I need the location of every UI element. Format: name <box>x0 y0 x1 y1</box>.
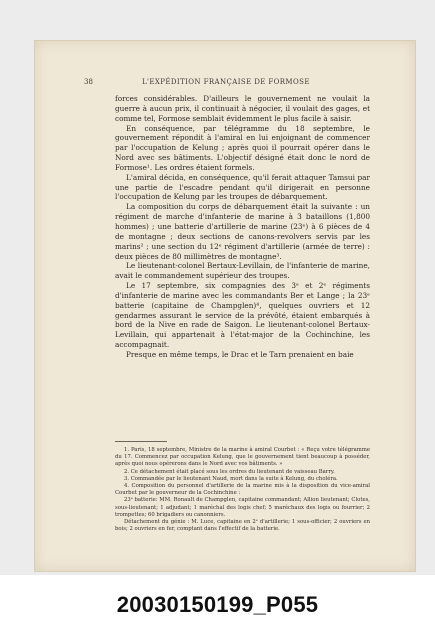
paragraph: La composition du corps de débarquement était la suivante : un régiment de marche d'infanterie de marine à 3 bataillons (1,800 hommes) ; une batterie d'artillerie de marine (23ᵉ) à 6 pièces de 4 de montagne ; deux sections de canons-revolvers servis par les marins² ; une section du 12ᵉ régiment d'artillerie (armée de terre) : deux pièces de 80 millimètres de montagne³. <box>115 202 370 261</box>
footnote-rule <box>115 441 167 442</box>
paragraph: Le 17 septembre, six compagnies des 3ᵉ et 2ᵉ régiments d'infanterie de marine avec les commandants Ber et Lange ; la 23ᵉ batterie (capitaine de Champglen)⁴, quelques ouvriers et 12 gendarmes assurant le service de la prévôté, étaient embarqués à bord de la Nive en rade de Saigon. Le lieutenant-colonel Bertaux-Levillain, qui appartenait à l'état-major de la Cochinchine, les accompagnait. <box>115 281 370 350</box>
footnote: 1. Paris, 18 septembre, Ministre de la marine à amiral Courbet : « Reçu votre télégramme du 17. Commencez par occupation Kelung, que le gouvernement tient beaucoup à posséder, après quoi nous opérerons dans le Nord avec vos bâtiments. » <box>115 447 370 468</box>
paragraph: En conséquence, par télégramme du 18 septembre, le gouvernement répondit à l'amiral en lui enjoignant de commencer par l'occupation de Kelung ; après quoi il pourrait opérer dans le Nord avec ses bâtiments. L'objectif désigné était donc le nord de Formose¹. Les ordres étaient formels. <box>115 123 370 172</box>
paragraph: forces considérables. D'ailleurs le gouvernement ne voulait la guerre à aucun prix, il continuait à négocier, il voulait des gages, et comme tel, Formose semblait évidemment le plus facile à saisir. <box>115 94 370 123</box>
page-number: 38 <box>84 78 93 86</box>
footnotes <box>115 447 370 533</box>
paragraph: Le lieutenant-colonel Bertaux-Levillain, de l'infanterie de marine, avait le commandement supérieur des troupes. <box>115 261 370 281</box>
footnote: 23ᵉ batterie: MM. Ronault de Champglen, capitaine commandant; Allion lieutenant; Clotes, sous-lieutenant; 1 adjudant; 1 maréchal des logis chef; 5 maréchaux des logis ou fourrier; 2 trompettes; 60 brigadiers ou canonniers. <box>115 497 370 518</box>
footnote: 3. Commandée par le lieutenant Naud, mort dans la suite à Kelung, du choléra. <box>124 475 338 482</box>
footnote: Détachement du génie : M. Luce, capitaine en 2ᵉ d'artillerie; 1 sous-officier; 2 ouvriers en bois; 2 ouvriers en fer, comptant dans l'effectif de la batterie. <box>115 519 370 533</box>
footnote: 2. Ce détachement était placé sous les ordres du lieutenant de vaisseau Barry. <box>124 468 335 475</box>
paragraph: L'amiral décida, en conséquence, qu'il ferait attaquer Tamsui par une partie de l'escadre pendant qu'il dirigerait en personne l'occupation de Kelung par les troupes de débarquement. <box>115 172 370 202</box>
body-text <box>115 94 370 360</box>
paragraph: Presque en même temps, le Drac et le Tarn prenaient en baie <box>126 349 354 359</box>
footnote: 4. Composition du personnel d'artillerie de la marine mis à la disposition du vice-amiral Courbet par le gouverneur de la Cochinchine : <box>115 483 370 497</box>
running-header <box>84 78 384 90</box>
image-caption: 20030150199_P055 <box>116 592 319 617</box>
running-title: L'EXPÉDITION FRANÇAISE DE FORMOSE <box>142 78 310 86</box>
